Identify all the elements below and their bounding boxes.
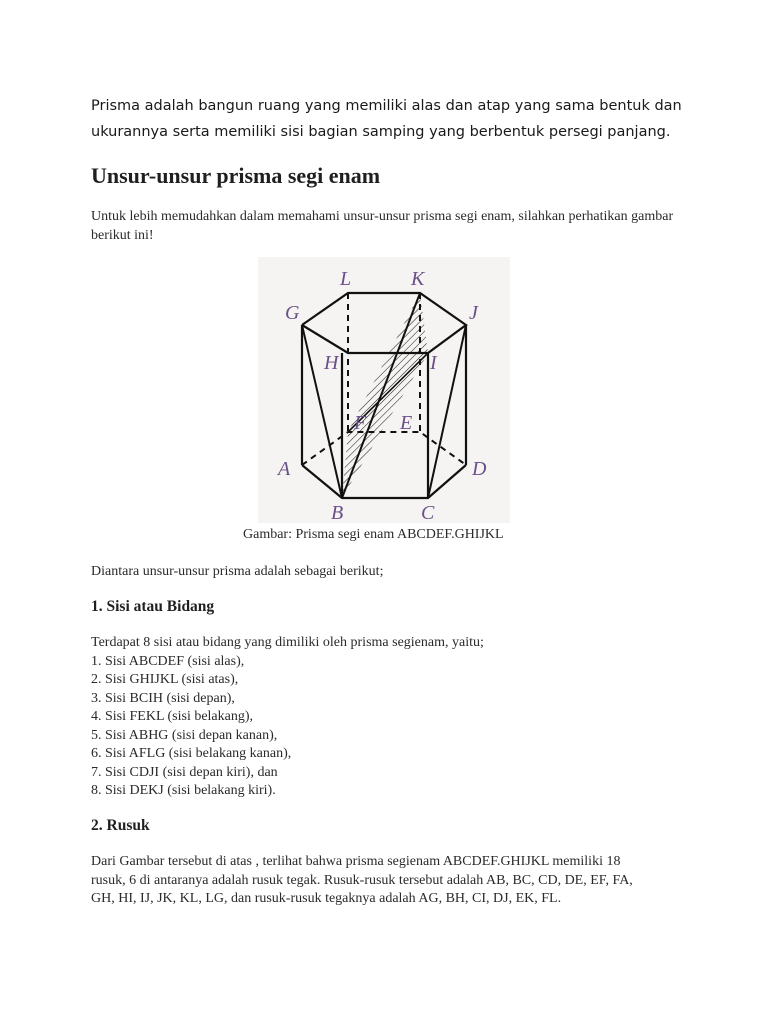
list-item: 4. Sisi FEKL (sisi belakang), — [91, 709, 254, 724]
vertex-label-i: I — [430, 352, 437, 374]
vertex-label-b: B — [331, 502, 344, 523]
vertex-label-g: G — [285, 302, 300, 324]
vertex-label-l: L — [340, 268, 352, 290]
vertex-label-f: F — [354, 412, 367, 434]
prism-figure — [258, 257, 510, 523]
paragraph-line: GH, HI, IJ, JK, KL, LG, dan rusuk-rusuk tegaknya adalah AG, BH, CI, DJ, EK, FL. — [91, 891, 562, 906]
list-item: 8. Sisi DEKJ (sisi belakang kiri). — [91, 783, 276, 798]
sisi-list — [91, 634, 691, 801]
vertex-label-a: A — [278, 458, 291, 480]
list-item: 6. Sisi AFLG (sisi belakang kanan), — [91, 746, 292, 761]
intro-paragraph: Prisma adalah bangun ruang yang memiliki alas dan atap yang sama bentuk dan ukurannya serta memiliki sisi bagian samping yang berbentuk persegi panjang. — [91, 98, 682, 140]
vertex-label-c: C — [421, 502, 435, 523]
top-hexagon — [302, 293, 466, 353]
vertex-label-k: K — [411, 268, 425, 290]
explain-paragraph: Untuk lebih memudahkan dalam memahami unsur-unsur prisma segi enam, silahkan perhatikan gambar berikut ini! — [91, 209, 674, 243]
diagonal-jc — [428, 325, 466, 498]
sisi-intro-line: Terdapat 8 sisi atau bidang yang dimiliki oleh prisma segienam, yaitu; — [91, 635, 484, 650]
diagonal-gb — [302, 325, 342, 498]
vertex-label-e: E — [400, 412, 413, 434]
vertex-label-j: J — [469, 302, 478, 324]
list-item: 3. Sisi BCIH (sisi depan), — [91, 690, 235, 706]
bottom-front-edges — [302, 465, 466, 498]
list-item: 1. Sisi ABCDEF (sisi alas), — [91, 653, 245, 669]
paragraph-line: Dari Gambar tersebut di atas , terlihat bahwa prisma segienam ABCDEF.GHIJKL memiliki 18 — [91, 854, 621, 869]
paragraph-line: rusuk, 6 di antaranya adalah rusuk tegak. Rusuk-rusuk tersebut adalah AB, BC, CD, DE, EF, FA, — [91, 872, 633, 888]
vertex-label-h: H — [324, 352, 339, 374]
heading-sisi: 1. Sisi atau Bidang — [91, 598, 215, 615]
vertex-label-d: D — [472, 458, 487, 480]
list-item: 2. Sisi GHIJKL (sisi atas), — [91, 672, 239, 687]
hexagonal-prism-diagram — [258, 257, 510, 523]
figure-caption: Gambar: Prisma segi enam ABCDEF.GHIJKL — [243, 527, 504, 542]
diagonal-bk — [342, 293, 420, 498]
list-intro: Diantara unsur-unsur prisma adalah sebagai berikut; — [91, 564, 384, 579]
rusuk-paragraph — [91, 853, 691, 909]
list-item: 7. Sisi CDJI (sisi depan kiri), dan — [91, 764, 278, 780]
heading-rusuk: 2. Rusuk — [91, 817, 150, 834]
list-item: 5. Sisi ABHG (sisi depan kanan), — [91, 727, 278, 743]
section-heading-main: Unsur-unsur prisma segi enam — [91, 163, 381, 188]
